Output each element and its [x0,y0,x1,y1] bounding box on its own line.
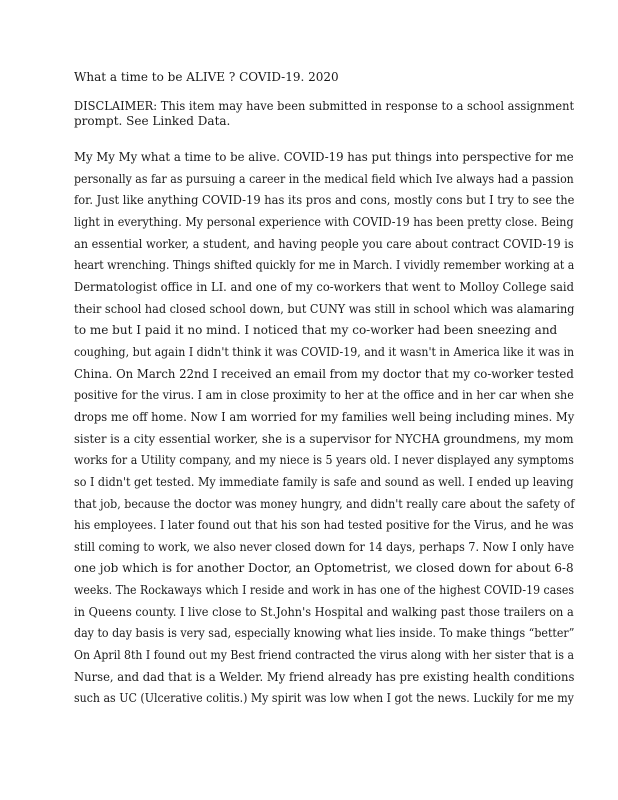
body-line: coughing, but again I didn't think it was COVID-19, and it wasn't in America like it was in [74,344,575,359]
body-line: positive for the virus. I am in close proximity to her at the office and in her car when she [74,388,574,403]
body-line: Dermatologist office in LI. and one of my co-workers that went to Molloy College said [74,279,574,294]
body-line: drops me off home. Now I am worried for my families well being including mines. My [74,409,575,424]
body-line: On April 8th I found out my Best friend contracted the virus along with her sister that is a [74,648,575,663]
disclaimer-line: prompt. See Linked Data. [74,114,231,128]
body-line: day to day basis is very sad, especially knowing what lies inside. To make things “better” [74,626,575,641]
body-line: weeks. The Rockaways which I reside and work in has one of the highest COVID-19 cases [74,583,574,598]
body-line: in Queens county. I live close to St.John's Hospital and walking past those trailers on a [74,604,574,619]
body-line: heart wrenching. Things shifted quickly for me in March. I vividly remember working at a [74,258,575,273]
disclaimer-paragraph [74,99,574,129]
body-line: so I didn't get tested. My immediate family is safe and sound as well. I ended up leaving [74,474,574,489]
body-paragraph [74,147,574,710]
disclaimer-line: DISCLAIMER: This item may have been submitted in response to a school assignment [74,99,575,113]
body-line: one job which is for another Doctor, an Optometrist, we closed down for about 6-8 [74,561,574,576]
body-line: that job, because the doctor was money hungry, and didn't really care about the safety of [74,496,575,511]
body-line: personally as far as pursuing a career in the medical field which Ive always had a passion [74,171,574,186]
body-line: My My My what a time to be alive. COVID-19 has put things into perspective for me [74,150,574,164]
body-line: for. Just like anything COVID-19 has its pros and cons, mostly cons but I try to see the [74,193,575,208]
body-line: sister is a city essential worker, she is a supervisor for NYCHA groundmens, my mom [74,431,574,446]
body-line: China. On March 22nd I received an email from my doctor that my co-worker tested [74,366,574,381]
body-line: to me but I paid it no mind. I noticed that my co-worker had been sneezing and [74,323,558,338]
body-line: works for a Utility company, and my niece is 5 years old. I never displayed any symptoms [74,453,574,468]
body-line: an essential worker, a student, and having people you care about contract COVID-19 is [74,236,574,251]
body-line: still coming to work, we also never closed down for 14 days, perhaps 7. Now I only have [74,539,575,554]
body-line: such as UC (Ulcerative colitis.) My spirit was low when I got the news. Luckily for me my [74,691,574,706]
body-line: their school had closed school down, but CUNY was still in school which was alamaring [74,301,575,316]
document-title: What a time to be ALIVE ? COVID-19. 2020 [74,70,339,84]
body-line: light in everything. My personal experience with COVID-19 has been pretty close. Being [74,214,574,229]
body-line: his employees. I later found out that his son had tested positive for the Virus, and he was [74,518,574,533]
body-line: Nurse, and dad that is a Welder. My friend already has pre existing health conditions [74,669,575,684]
